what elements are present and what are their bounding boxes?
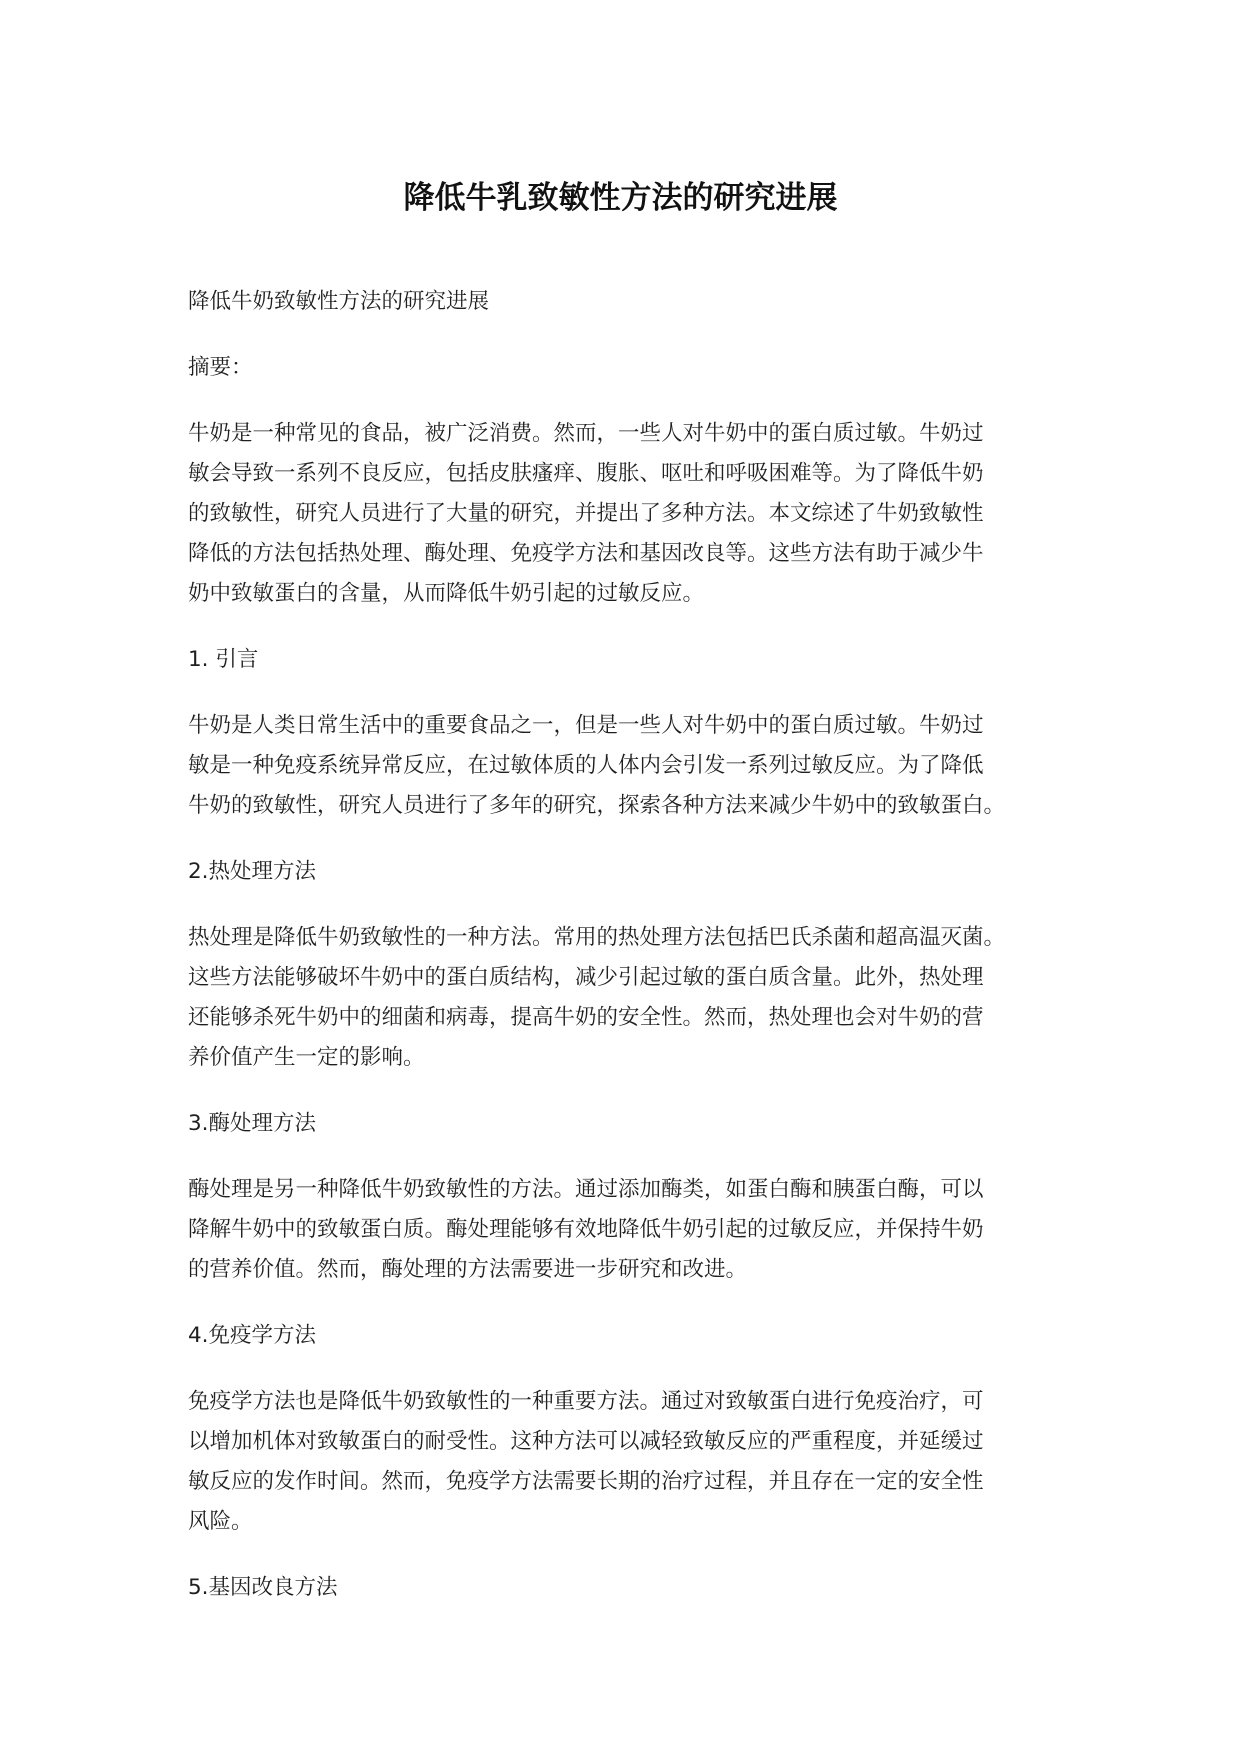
abstract-label: 摘要： — [188, 355, 253, 380]
section-body-introduction: 牛奶是人类日常生活中的重要食品之一，但是一些人对牛奶中的蛋白质过敏。牛奶过 敏是一种免疫系统异常反应，在过敏体质的人体内会引发一系列过敏反应。为了降低 牛奶的致敏性，研究人员进行了多年的研究，探索各种方法来减少牛奶中的致敏蛋白。 — [188, 713, 1006, 818]
section-heading-genetic-modification: 5.基因改良方法 — [188, 1575, 338, 1600]
section-heading-enzyme-treatment: 3.酶处理方法 — [188, 1111, 317, 1136]
section-heading-heat-treatment: 2.热处理方法 — [188, 859, 317, 884]
section-body-heat-treatment: 热处理是降低牛奶致敏性的一种方法。常用的热处理方法包括巴氏杀菌和超高温灭菌。 这些方法能够破坏牛奶中的蛋白质结构，减少引起过敏的蛋白质含量。此外，热处理 还能够杀死牛奶中的细菌和病毒，提高牛奶的安全性。然而，热处理也会对牛奶的营 养价值产生一定的影响。 — [188, 925, 1006, 1070]
section-heading-immunology: 4.免疫学方法 — [188, 1323, 317, 1348]
document-body — [188, 282, 1068, 1634]
abstract-text: 牛奶是一种常见的食品，被广泛消费。然而，一些人对牛奶中的蛋白质过敏。牛奶过 敏会导致一系列不良反应，包括皮肤瘙痒、腹胀、呕吐和呼吸困难等。为了降低牛奶 的致敏性，研究人员进行了大量的研究，并提出了多种方法。本文综述了牛奶致敏性 降低的方法包括热处理、酶处理、免疫学方法和基因改良等。这些方法有助于减少牛 奶中致敏蛋白的含量，从而降低牛奶引起的过敏反应。 — [188, 421, 984, 606]
section-body-enzyme-treatment: 酶处理是另一种降低牛奶致敏性的方法。通过添加酶类，如蛋白酶和胰蛋白酶，可以 降解牛奶中的致敏蛋白质。酶处理能够有效地降低牛奶引起的过敏反应，并保持牛奶 的营养价值。然而，酶处理的方法需要进一步研究和改进。 — [188, 1177, 984, 1282]
section-body-immunology: 免疫学方法也是降低牛奶致敏性的一种重要方法。通过对致敏蛋白进行免疫治疗，可 以增加机体对致敏蛋白的耐受性。这种方法可以减轻致敏反应的严重程度，并延缓过 敏反应的发作时间。然而，免疫学方法需要长期的治疗过程，并且存在一定的安全性 风险。 — [188, 1389, 984, 1534]
document-subtitle: 降低牛奶致敏性方法的研究进展 — [188, 289, 490, 314]
section-heading-introduction: 1. 引言 — [188, 647, 259, 672]
document-title: 降低牛乳致敏性方法的研究进展 — [403, 180, 838, 216]
